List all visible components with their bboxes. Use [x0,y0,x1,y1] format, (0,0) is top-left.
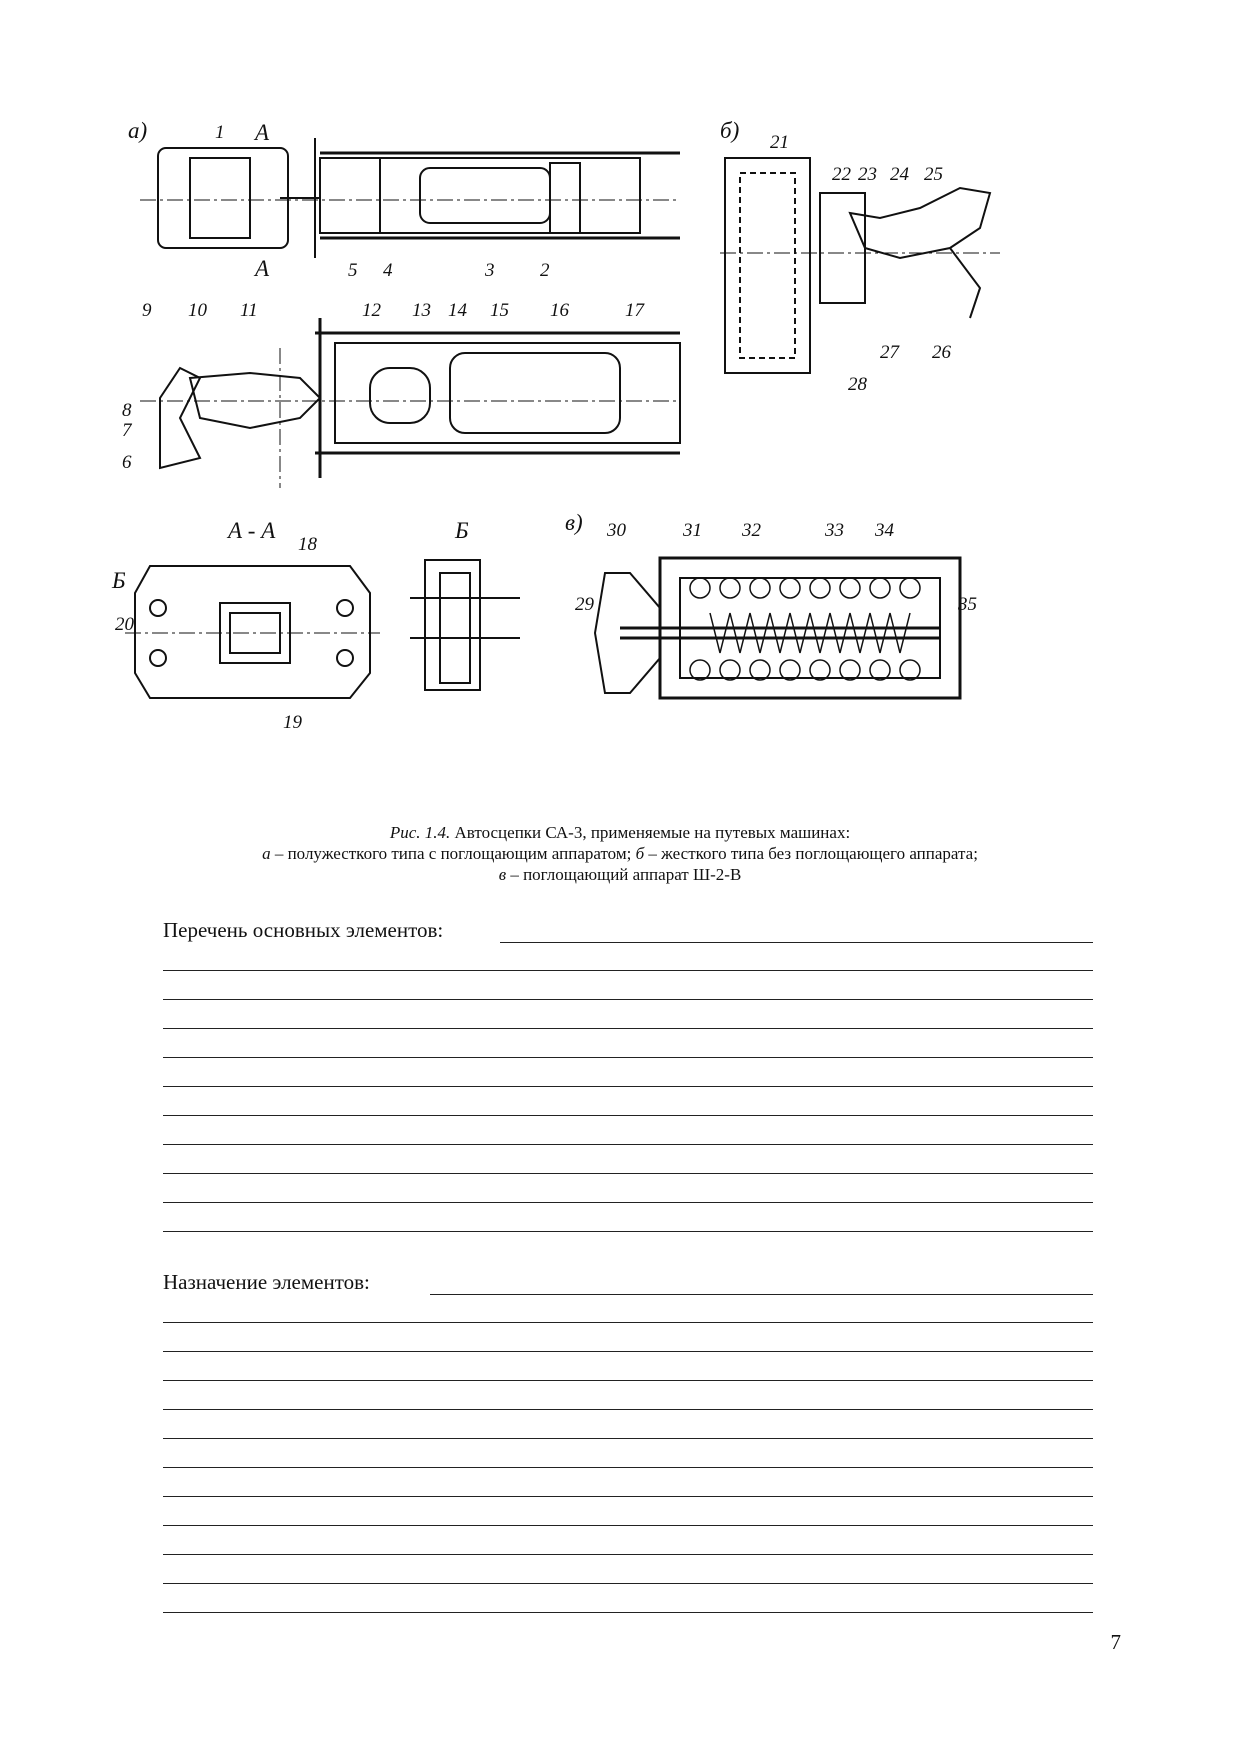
callout-23: 23 [858,164,877,185]
answer-line[interactable] [163,1438,1093,1439]
callout-6: 6 [122,452,132,473]
answer-line[interactable] [163,1554,1093,1555]
caption-b-letter: б [635,844,645,863]
answer-line[interactable] [163,1028,1093,1029]
answer-line[interactable] [163,1351,1093,1352]
answer-line[interactable] [163,1144,1093,1145]
purpose-label: Назначение элементов: [163,1270,370,1294]
answer-line[interactable] [163,1380,1093,1381]
answer-line[interactable] [163,1467,1093,1468]
callout-32: 32 [742,520,761,541]
list-label: Перечень основных элементов: [163,918,444,942]
callout-26: 26 [932,342,951,363]
arrow-a-top-label: А [255,120,270,145]
callout-15: 15 [490,300,509,321]
panel-v-label: в) [565,510,583,535]
callout-33: 33 [825,520,844,541]
callout-20: 20 [115,614,134,635]
panel-a-label: а) [128,118,148,143]
callout-9: 9 [142,300,152,321]
callout-28: 28 [848,374,867,395]
coupler-drawings [112,118,1100,808]
arrow-b-label: Б [112,568,126,593]
caption-a-letter: а [262,844,271,863]
answer-line[interactable] [163,1231,1093,1232]
caption-line-1 [120,822,1120,843]
panel-b-label: б) [720,118,740,143]
answer-line[interactable] [163,1322,1093,1323]
figure-drawing [112,118,1100,808]
caption-a-text: – полужесткого типа с поглощающим аппаратом; [270,844,636,863]
answer-line[interactable] [163,1086,1093,1087]
caption-v-text: – поглощающий аппарат Ш-2-В [506,865,742,884]
callout-21: 21 [770,132,789,153]
answer-line[interactable] [163,970,1093,971]
caption-title: Автосцепки СА-3, применяемые на путевых машинах: [450,823,851,842]
answer-line[interactable] [163,1583,1093,1584]
callout-1: 1 [215,122,225,143]
callout-35: 35 [958,594,977,615]
callout-27: 27 [880,342,899,363]
caption-ref: Рис. 1.4. [389,823,451,842]
callout-34: 34 [875,520,894,541]
callout-18: 18 [298,534,317,555]
answer-line[interactable] [430,1294,1093,1295]
callout-25: 25 [924,164,943,185]
answer-line[interactable] [163,999,1093,1000]
callout-3: 3 [485,260,495,281]
callout-13: 13 [412,300,431,321]
callout-17: 17 [625,300,644,321]
callout-31: 31 [683,520,702,541]
callout-10: 10 [188,300,207,321]
answer-line[interactable] [163,1525,1093,1526]
callout-2: 2 [540,260,550,281]
callout-24: 24 [890,164,909,185]
answer-line[interactable] [163,1612,1093,1613]
page-number: 7 [1110,1630,1121,1654]
callout-29: 29 [575,594,594,615]
callout-4: 4 [383,260,393,281]
callout-30: 30 [607,520,626,541]
callout-5: 5 [348,260,358,281]
caption-b-text: – жесткого типа без поглощающего аппарата; [644,844,978,863]
callout-22: 22 [832,164,851,185]
answer-line[interactable] [163,1202,1093,1203]
answer-line[interactable] [500,942,1093,943]
callout-14: 14 [448,300,467,321]
figure-caption [120,822,1120,885]
callout-7: 7 [122,420,132,441]
section-aa-title: А - А [228,518,276,543]
callout-19: 19 [283,712,302,733]
callout-16: 16 [550,300,569,321]
callout-11: 11 [240,300,258,321]
arrow-a-bottom-label: А [255,256,270,281]
answer-line[interactable] [163,1115,1093,1116]
callout-12: 12 [362,300,381,321]
section-b-title: Б [455,518,469,543]
caption-v-letter: в [498,865,507,884]
answer-line[interactable] [163,1496,1093,1497]
caption-line-3 [120,864,1120,885]
answer-line[interactable] [163,1409,1093,1410]
caption-line-2 [120,843,1120,864]
answer-line[interactable] [163,1173,1093,1174]
callout-8: 8 [122,400,132,421]
answer-line[interactable] [163,1057,1093,1058]
